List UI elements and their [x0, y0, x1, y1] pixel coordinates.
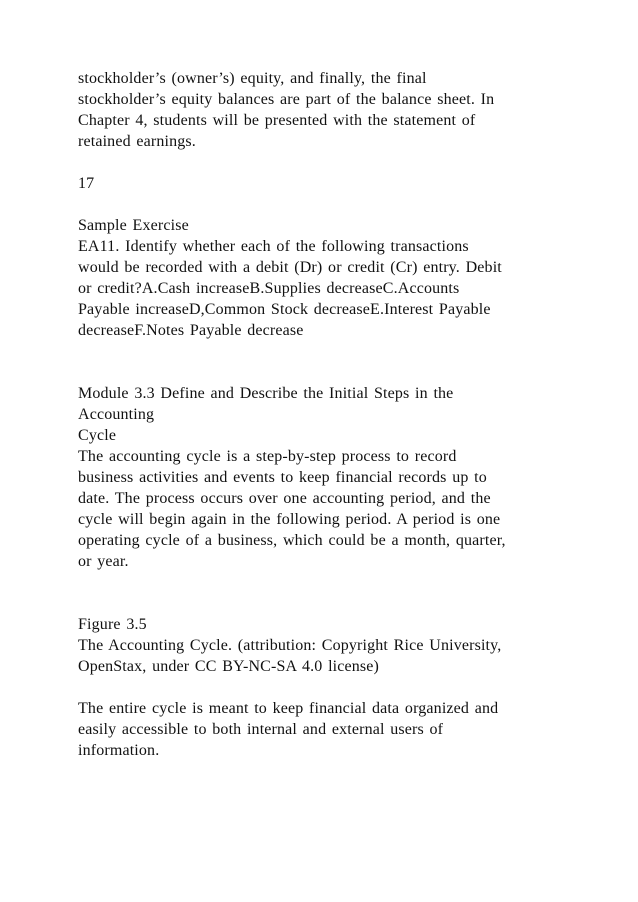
- text-line: cycle will begin again in the following period. A period is one: [78, 511, 501, 528]
- figure-caption: [78, 614, 578, 677]
- text-line: stockholder’s equity balances are part of the balance sheet. In: [78, 91, 495, 108]
- sample-exercise-heading: Sample Exercise: [78, 217, 189, 234]
- spacer: [78, 677, 578, 698]
- figure-label: Figure 3.5: [78, 616, 147, 633]
- spacer: [78, 572, 578, 614]
- page-number: 17: [78, 175, 95, 192]
- sample-exercise: [78, 215, 578, 341]
- spacer: [78, 152, 578, 173]
- text-line: EA11. Identify whether each of the following transactions: [78, 238, 469, 255]
- text-line: date. The process occurs over one accounting period, and the: [78, 490, 491, 507]
- text-line: Chapter 4, students will be presented with the statement of: [78, 112, 476, 129]
- text-line: OpenStax, under CC BY-NC-SA 4.0 license): [78, 658, 380, 675]
- text-line: stockholder’s (owner’s) equity, and finally, the final: [78, 70, 427, 87]
- intro-paragraph: [78, 68, 578, 152]
- text-line: would be recorded with a debit (Dr) or credit (Cr) entry. Debit: [78, 259, 502, 276]
- text-line: The accounting cycle is a step-by-step process to record: [78, 448, 457, 465]
- text-line: information.: [78, 742, 160, 759]
- text-line: operating cycle of a business, which could be a month, quarter,: [78, 532, 506, 549]
- text-line: The Accounting Cycle. (attribution: Copyright Rice University,: [78, 637, 502, 654]
- text-line: The entire cycle is meant to keep financial data organized and: [78, 700, 499, 717]
- module-title-line: Module 3.3 Define and Describe the Initial Steps in the: [78, 385, 454, 402]
- document-body: [78, 68, 578, 761]
- text-line: business activities and events to keep financial records up to: [78, 469, 487, 486]
- text-line: decreaseF.Notes Payable decrease: [78, 322, 304, 339]
- closing-paragraph: [78, 698, 578, 761]
- module-title-line: Cycle: [78, 427, 117, 444]
- spacer: [78, 341, 578, 383]
- text-line: or year.: [78, 553, 129, 570]
- module-title-line: Accounting: [78, 406, 155, 423]
- module-section: [78, 383, 578, 572]
- text-line: easily accessible to both internal and external users of: [78, 721, 444, 738]
- text-line: Payable increaseD,Common Stock decreaseE.Interest Payable: [78, 301, 491, 318]
- text-line: retained earnings.: [78, 133, 196, 150]
- text-line: or credit?A.Cash increaseB.Supplies decreaseC.Accounts: [78, 280, 460, 297]
- spacer: [78, 194, 578, 215]
